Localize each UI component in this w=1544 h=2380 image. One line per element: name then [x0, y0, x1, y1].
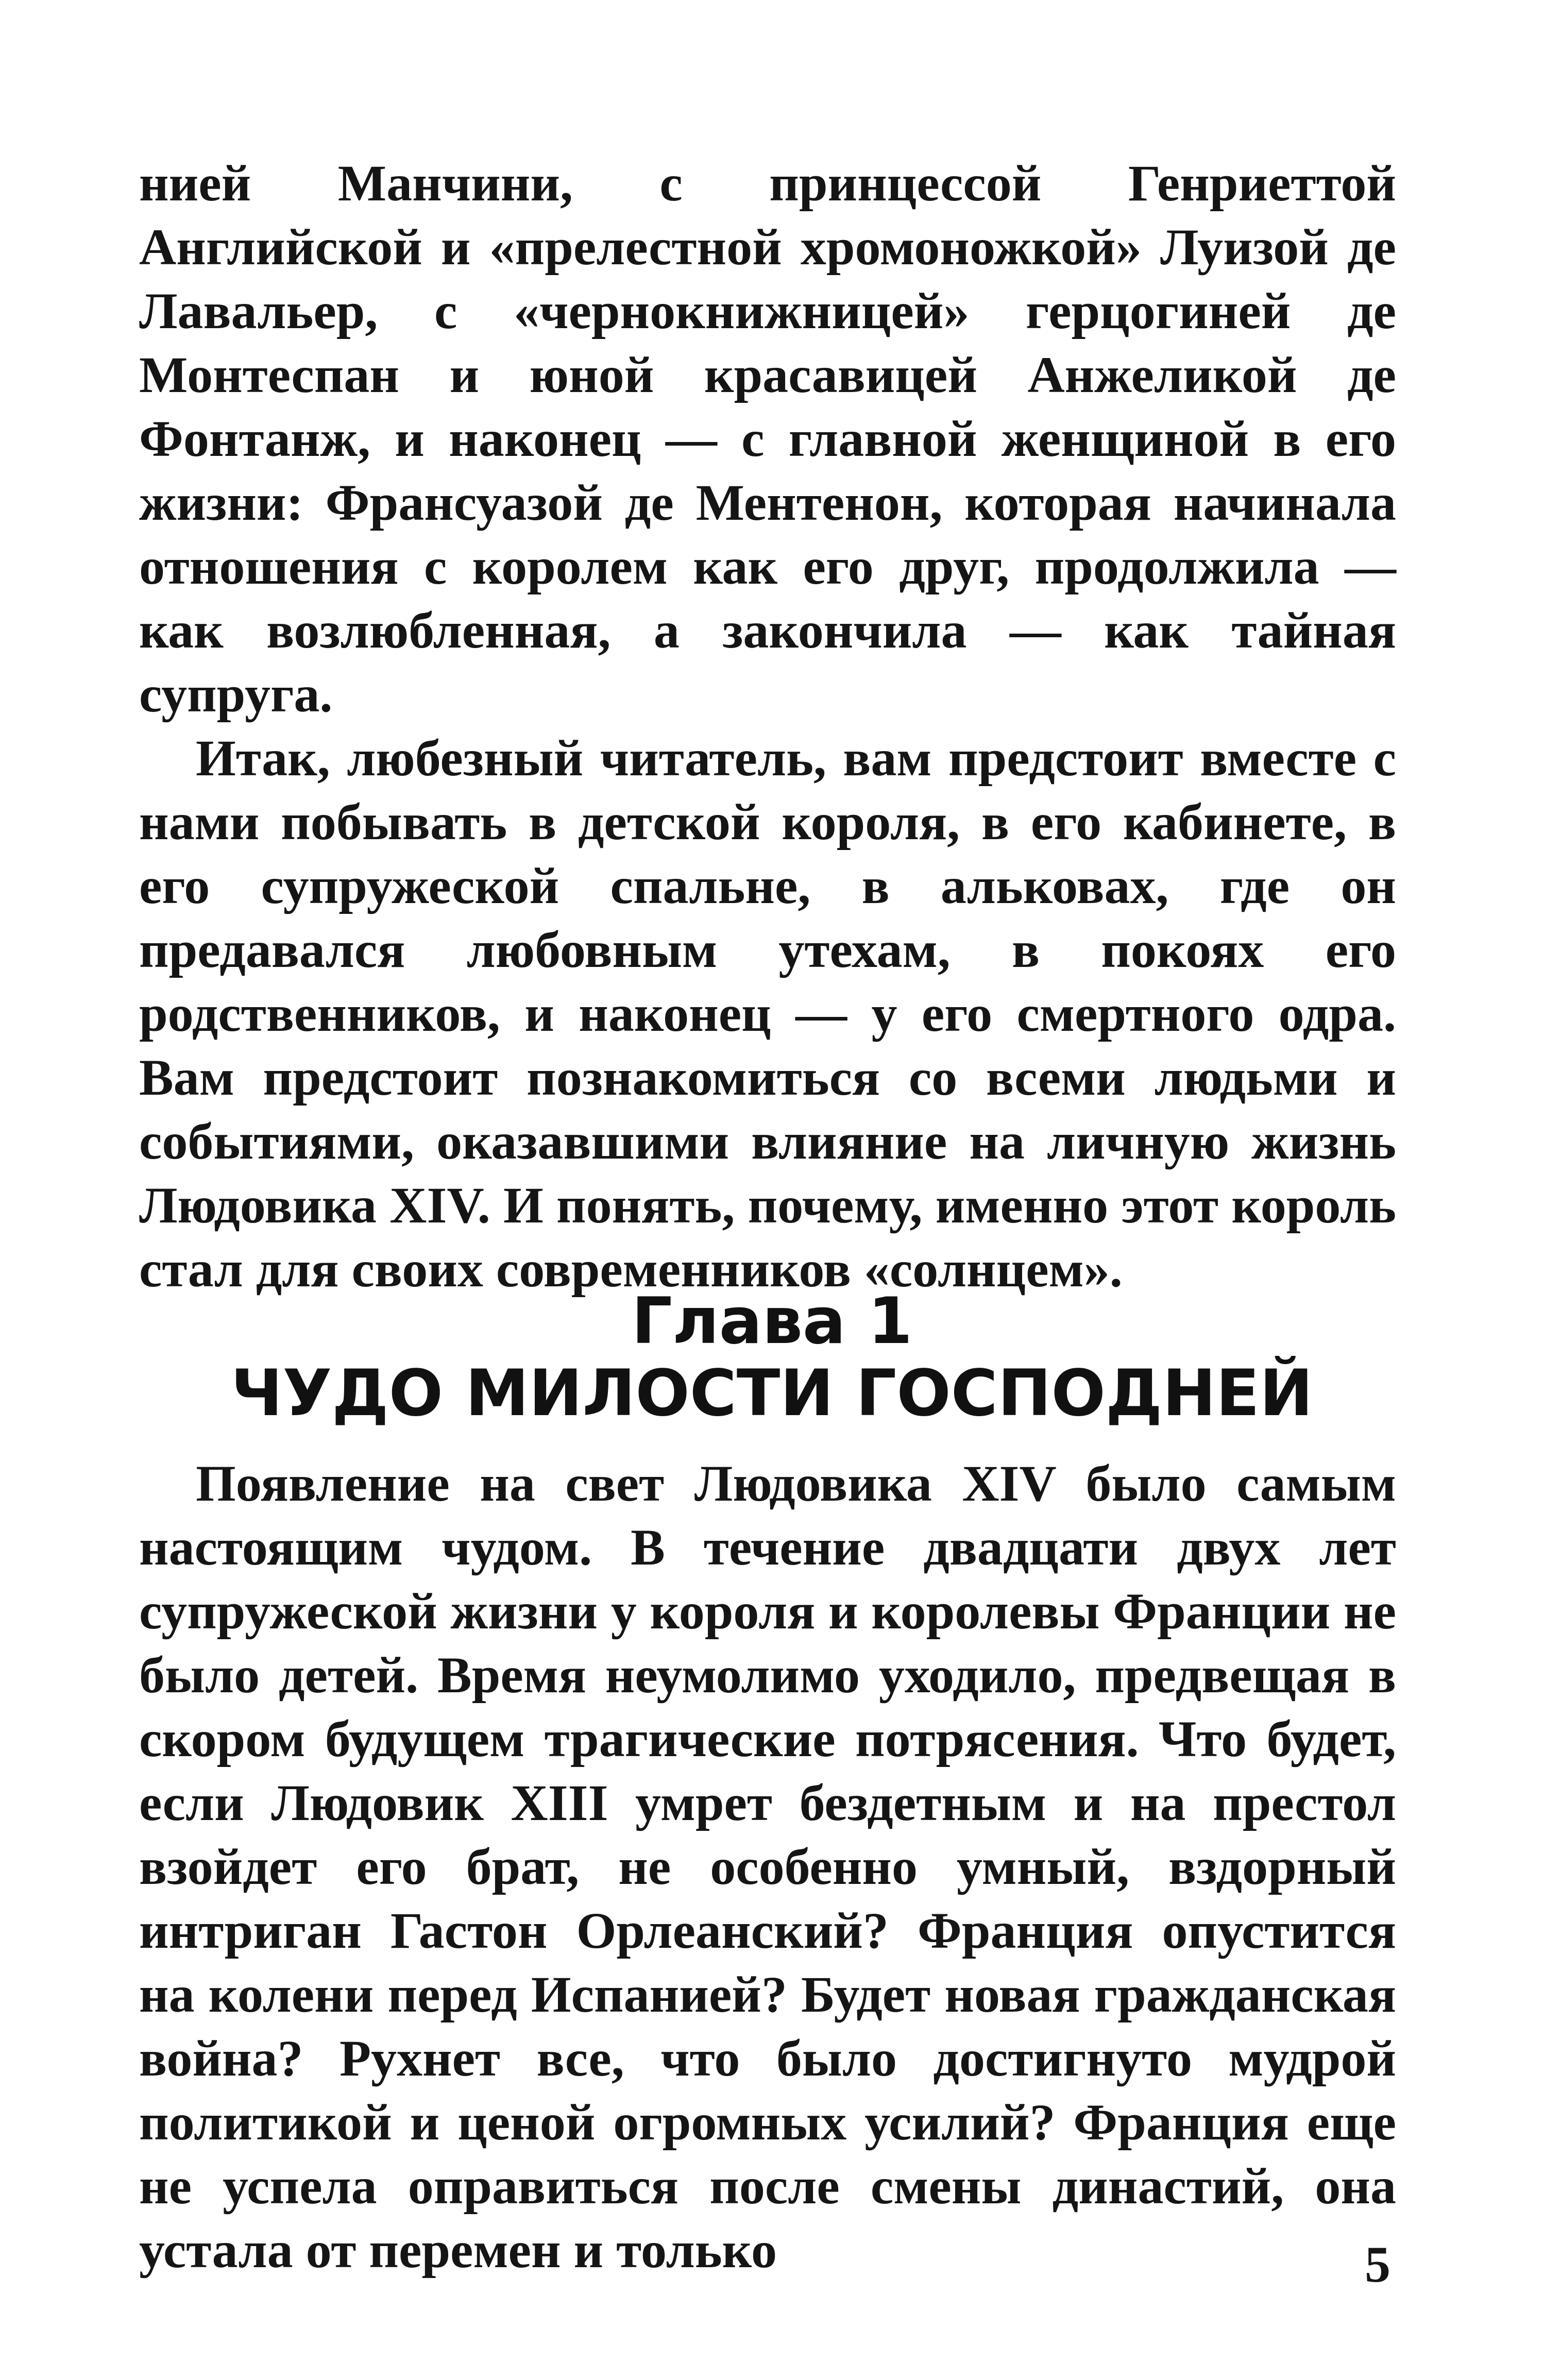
chapter-number-heading: Глава 1 — [631, 1284, 913, 1358]
paragraph-continuation: нией Манчини, с принцессой Генриеттой Английской и «прелестной хромоножкой» Луизой де Лавальер, с «чернокнижницей» герцогиней де Монтеспан и юной красавицей Анжеликой де Фонтанж, и наконец — с главной женщиной в его жизни: Франсуазой де Ментенон, которая начинала отношения с королем как его друг, продолжила — как возлюбленная, а закончила — как тайная супруга. — [139, 155, 1396, 723]
body-text-bottom — [139, 1452, 1396, 2282]
page-number: 5 — [1365, 2236, 1390, 2293]
paragraph-intro: Итак, любезный читатель, вам предстоит вместе с нами побывать в детской короля, в его кабинете, в его супружеской спальне, в альковах, где он предавался любовным утехам, в покоях его родственников, и наконец — у его смертного одра. Вам предстоит познакомиться со всеми людьми и событиями, оказавшими влияние на личную жизнь Людовика XIV. И понять, почему, именно этот король стал для своих современников «солнцем». — [139, 729, 1396, 1298]
chapter-title-heading: ЧУДО МИЛОСТИ ГОСПОДНЕЙ — [231, 1356, 1313, 1431]
body-text-top — [139, 151, 1396, 1301]
paragraph-chapter-opening: Появление на свет Людовика XIV было самым настоящим чудом. В течение двадцати двух лет супружеской жизни у короля и королевы Франции не было детей. Время неумолимо уходило, предвещая в скором будущем трагические потрясения. Что будет, если Людовик XIII умрет бездетным и на престол взойдет его брат, не особенно умный, вздорный интриган Гастон Орлеанский? Франция опустится на колени перед Испанией? Будет новая гражданская война? Рухнет все, что было достигнуто мудрой политикой и ценой огромных усилий? Франция еще не успела оправиться после смены династий, она устала от перемен и только — [139, 1455, 1396, 2279]
